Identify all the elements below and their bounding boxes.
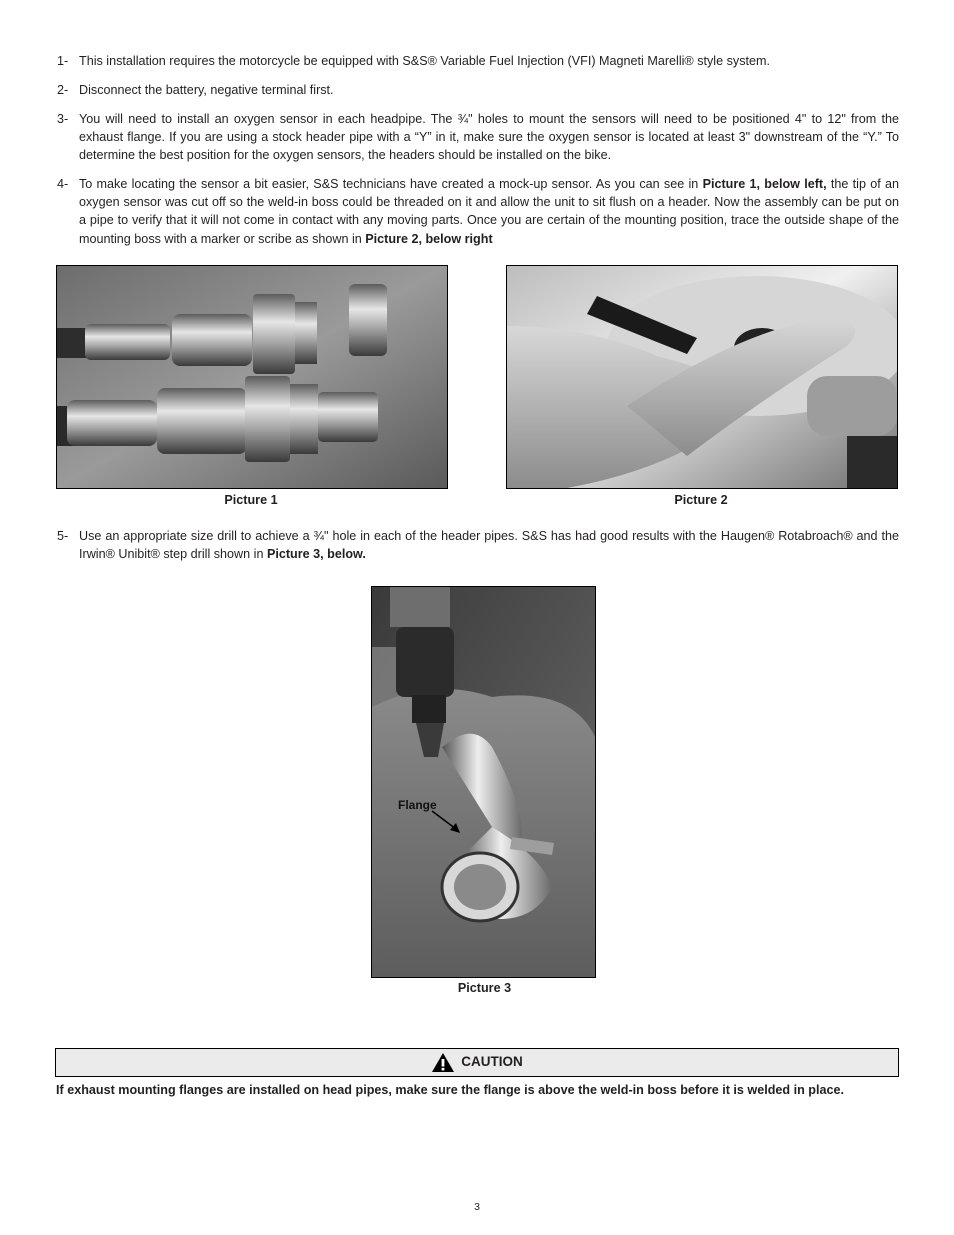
caution-label: CAUTION — [461, 1054, 523, 1070]
step-text-run: Disconnect the battery, negative terminal first. — [79, 83, 334, 97]
caution-text: If exhaust mounting flanges are installed on head pipes, make sure the flange is above the weld-in boss before it is welded in place. — [56, 1083, 844, 1097]
step-number: 4- — [57, 177, 69, 191]
step-text-run: You will need to install an oxygen sensor in each headpipe. The ¾" holes to mount the sensors will need to be positioned 4" to 12" from the exhaust flange. If you are using a stock header pipe with a “Y” in it, make sure the oxygen sensor is located at least 3" downstream of the “Y.” To determine the best position for the oxygen sensors, the headers should be installed on the bike. — [79, 112, 899, 163]
step-number: 2- — [57, 83, 69, 97]
flange-callout-arrow — [430, 809, 464, 835]
step-text-run: Use an appropriate size drill to achieve a ¾" hole in each of the header pipes. S&S has had good results with the Haugen® Rotabroach® and the Irwin® Unibit® step drill shown in — [79, 529, 899, 562]
step-text-run: To make locating the sensor a bit easier, S&S technicians have created a mock-up sensor. As you can see in — [79, 177, 703, 191]
step-5 — [57, 527, 899, 563]
step-text-emphasis: Picture 2, below right — [365, 231, 493, 246]
step-4 — [57, 175, 899, 248]
picture-1-caption: Picture 1 — [224, 493, 278, 507]
step-text-emphasis: Picture 1, below left, — [702, 177, 827, 191]
picture-3-caption: Picture 3 — [457, 981, 512, 995]
step-number: 3- — [57, 112, 69, 126]
step-1 — [57, 52, 899, 70]
step-text — [79, 175, 899, 248]
step-text — [79, 527, 899, 563]
flange-callout-label: Flange — [398, 798, 437, 812]
caution-banner — [55, 1048, 899, 1077]
step-text — [79, 81, 899, 99]
picture-3-photo — [371, 586, 596, 978]
step-3 — [57, 110, 899, 165]
step-text-emphasis: Picture 3, below. — [266, 547, 366, 562]
picture-2-caption: Picture 2 — [674, 493, 728, 507]
step-text-run: This installation requires the motorcycle be equipped with S&S® Variable Fuel Injection (VFI) Magneti Marelli® style system. — [79, 54, 770, 68]
page-number: 3 — [474, 1201, 480, 1213]
step-text — [79, 52, 899, 70]
step-text — [79, 110, 899, 165]
picture-1-photo — [56, 265, 448, 489]
picture-2-photo — [506, 265, 898, 489]
step-number: 5- — [57, 529, 69, 543]
step-2 — [57, 81, 899, 99]
step-text-run: the tip of an oxygen sensor was cut off so the weld-in boss could be threaded on it and allow the unit to sit flush on a header. Now the assembly can be put on a pipe to verify that it will not come in contact with any moving parts. Once you are certain of the mounting position, trace the outside shape of the mounting boss with a marker or scribe as shown in — [79, 177, 899, 246]
warning-triangle-icon — [431, 1052, 455, 1073]
step-number: 1- — [57, 54, 69, 68]
